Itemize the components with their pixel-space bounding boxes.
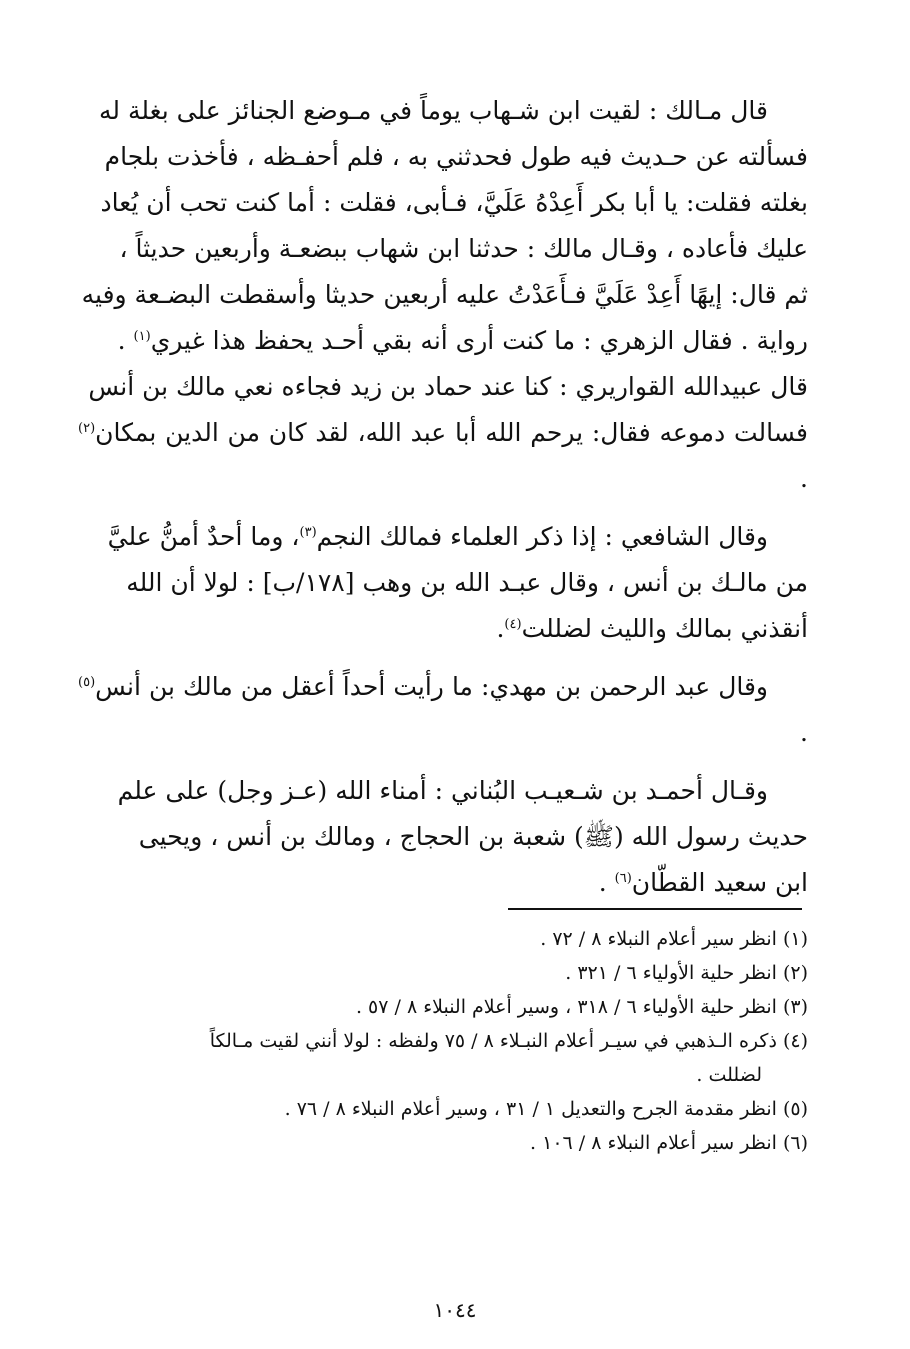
footnotes — [78, 922, 808, 1160]
footnote-separator — [508, 908, 802, 910]
text-line: عليك فأعاده ، وقـال مالك : حدثنا ابن شهاب ببضعـة وأربعين حديثاً ، — [119, 234, 808, 263]
text-line: وقال عبد الرحمن بن مهدي: ما رأيت أحداً أعقل من مالك بن أنس — [95, 672, 768, 701]
footnote-5: (٥) انظر مقدمة الجرح والتعديل ١ / ٣١ ، وسير أعلام النبلاء ٨ / ٧٦ . — [284, 1098, 808, 1120]
punctuation: . — [496, 614, 505, 643]
footnote-marker: (٦) — [614, 871, 632, 886]
punctuation: . — [117, 326, 134, 355]
text-line: وقال الشافعي : إذا ذكر العلماء فمالك النجم — [316, 522, 768, 551]
footnote-3: (٣) انظر حلية الأولياء ٦ / ٣١٨ ، وسير أعلام النبلاء ٨ / ٥٧ . — [355, 996, 808, 1018]
paragraph-ibn-mahdi — [78, 664, 808, 756]
paragraph-shafii — [78, 514, 808, 652]
text-line: وقـال أحمـد بن شـعيـب البُناني : أمناء الله (عـز وجل) على علم — [117, 776, 768, 805]
footnote-marker: (٤) — [504, 617, 522, 632]
text-line: بغلته فقلت: يا أبا بكر أَعِدْهُ عَلَيَّ، فـأبى، فقلت : أما كنت تحب أن يُعاد — [100, 188, 808, 217]
paragraph-malik-story — [78, 88, 808, 364]
footnote-4-continuation: لضللت . — [696, 1064, 762, 1086]
punctuation: . — [800, 718, 808, 747]
text-line: ، وما أحدٌ أمنُّ عليَّ — [107, 522, 300, 551]
footnote-marker: (٣) — [299, 525, 317, 540]
footnote-marker: (٥) — [78, 675, 96, 690]
text-line: ثم قال: إيهًا أَعِدْ عَلَيَّ فـأَعَدْتُ عليه أربعين حديثا وأسقطت البضـعة وفيه — [81, 280, 808, 309]
text-line: فسألته عن حـديث فيه طول فحدثني به ، فلم أحفـظه ، فأخذت بلجام — [104, 142, 808, 171]
footnote-1: (١) انظر سير أعلام النبلاء ٨ / ٧٢ . — [540, 928, 808, 950]
text-line: من مالـك بن أنس ، وقال عبـد الله بن وهب [١٧٨/ب] : لولا أن الله — [126, 568, 808, 597]
footnote-marker: (٢) — [78, 421, 96, 436]
main-text — [78, 88, 808, 906]
text-line: قال مـالك : لقيت ابن شـهاب يوماً في مـوضع الجنائز على بغلة له — [99, 96, 768, 125]
page-number: ١٠٤٤ — [433, 1298, 477, 1322]
text-line: قال عبيدالله القواريري : كنا عند حماد بن زيد فجاءه نعي مالك بن أنس — [88, 372, 808, 401]
footnote-4-continued — [78, 1058, 808, 1092]
footnote-marker: (١) — [133, 329, 151, 344]
text-line: فسالت دموعه فقال: يرحم الله أبا عبد الله، لقد كان من الدين بمكان — [95, 418, 808, 447]
footnote-2: (٢) انظر حلية الأولياء ٦ / ٣٢١ . — [565, 962, 808, 984]
footnote-4: (٤) ذكره الـذهبي في سيـر أعلام النبـلاء ٨ / ٧٥ ولفظه : لولا أنني لقيت مـالكاً — [209, 1030, 808, 1052]
punctuation: . — [598, 868, 615, 897]
text-line: أنقذني بمالك والليث لضللت — [521, 614, 808, 643]
text-line: حديث رسول الله (ﷺ) شعبة بن الحجاج ، ومالك بن أنس ، ويحيى — [138, 822, 808, 851]
punctuation: . — [800, 464, 808, 493]
paragraph-qawariri — [78, 364, 808, 502]
paragraph-bunani — [78, 768, 808, 906]
text-line: رواية . فقال الزهري : ما كنت أرى أنه بقي أحـد يحفظ هذا غيري — [150, 326, 808, 355]
text-line: ابن سعيد القطّان — [631, 868, 808, 897]
footnote-6: (٦) انظر سير أعلام النبلاء ٨ / ١٠٦ . — [530, 1132, 808, 1154]
